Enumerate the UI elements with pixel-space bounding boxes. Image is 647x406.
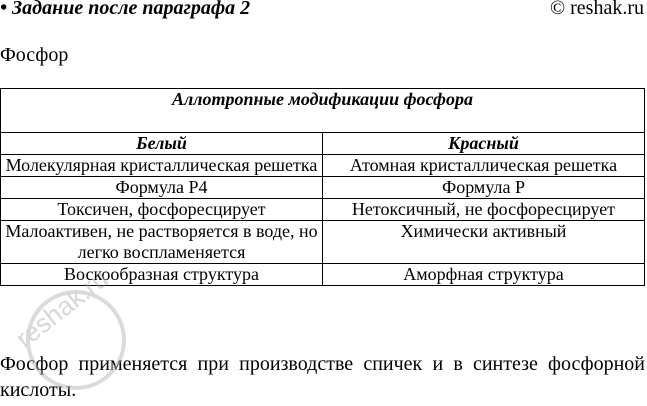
assignment-title: • Задание после параграфа 2 (0, 0, 251, 19)
table-caption: Аллотропные модификации фосфора (1, 89, 645, 133)
source-credit: © reshak.ru (549, 0, 644, 19)
conclusion-paragraph: Фосфор применяется при производстве спичек и в синтезе фосфорной кислоты. (0, 353, 645, 401)
table-cell: Малоактивен, не растворяется в воде, но легко воспламеняется (1, 221, 323, 264)
table-cell: Аморфная структура (323, 264, 645, 286)
table-cell: Формула P (323, 177, 645, 199)
table-cell: Формула P4 (1, 177, 323, 199)
table-row (1, 155, 645, 177)
table-row (1, 221, 645, 264)
table-caption-row (1, 89, 645, 133)
svg-text:reshak.ru: reshak.ru (9, 263, 114, 354)
table-header-row (1, 133, 645, 155)
table-row (1, 199, 645, 221)
topic-heading: Фосфор (0, 44, 69, 66)
table-row (1, 264, 645, 286)
table-cell: Химически активный (323, 221, 645, 264)
table-cell: Токсичен, фосфоресцирует (1, 199, 323, 221)
table-row (1, 177, 645, 199)
allotropes-table (0, 88, 645, 286)
table-cell: Молекулярная кристаллическая решетка (1, 155, 323, 177)
column-header-white: Белый (1, 133, 323, 155)
table-cell: Атомная кристаллическая решетка (323, 155, 645, 177)
table-cell: Воскообразная структура (1, 264, 323, 286)
table-cell: Нетоксичный, не фосфоресцирует (323, 199, 645, 221)
column-header-red: Красный (323, 133, 645, 155)
